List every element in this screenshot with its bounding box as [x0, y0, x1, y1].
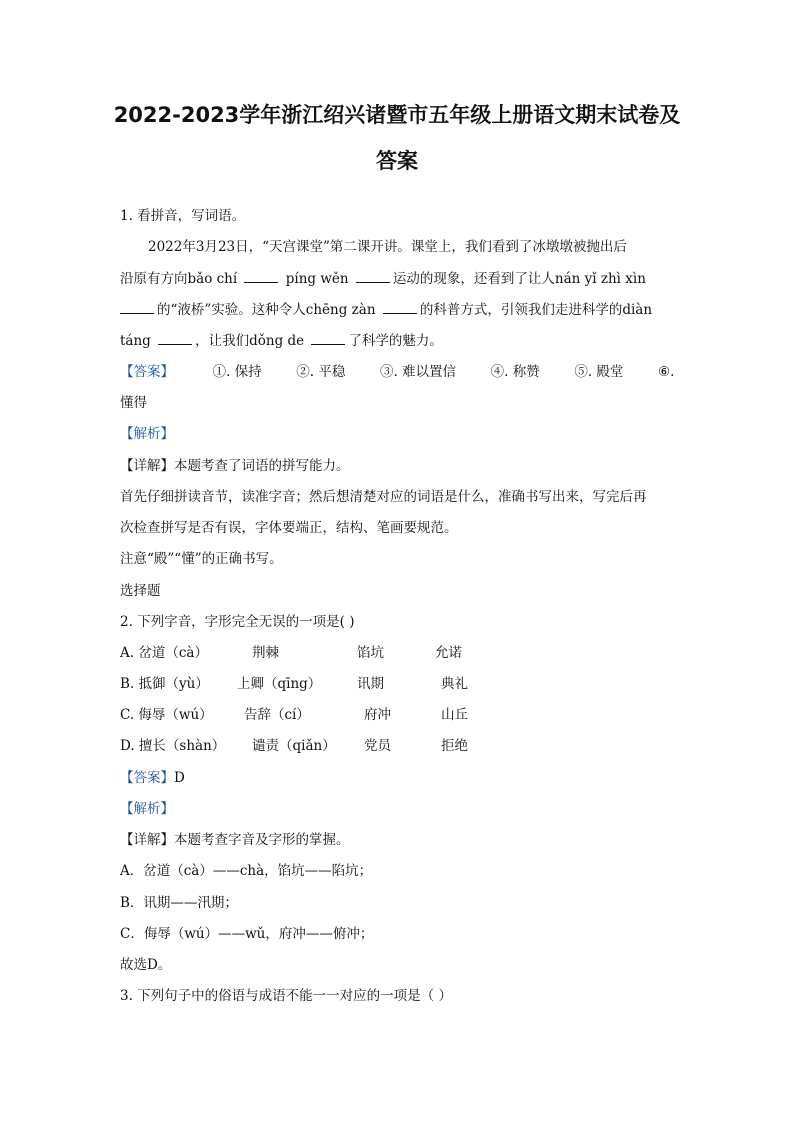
q1-detail-line-3: 注意“殿”“懂”的正确书写。 [120, 551, 283, 567]
blank-1[interactable] [244, 268, 278, 283]
q1-heading: 1. 看拼音，写词语。 [120, 208, 246, 224]
q1-paragraph-line-4 [120, 330, 443, 352]
blank-3[interactable] [120, 299, 154, 314]
q2-conclusion: 故选D。 [120, 957, 172, 973]
q2-option-c-word-4: 山丘 [441, 707, 468, 723]
q1-p2-text-a: 沿原有方向bǎo chí [120, 271, 238, 287]
q1-detail-line-1: 首先仔细拼读音节，读准字音；然后想清楚对应的词语是什么，准确书写出来，写完后再 [120, 489, 647, 505]
q1-paragraph-line-3 [120, 299, 652, 321]
q2-option-b-word-2: 上卿（qīng） [237, 676, 322, 692]
document-title [100, 92, 694, 184]
q1-answer-line [120, 361, 674, 383]
q1-detail: 【详解】本题考查了词语的拼写能力。 [120, 458, 350, 474]
title-line-1: 2022-2023学年浙江绍兴诸暨市五年级上册语文期末试卷及 [113, 103, 681, 127]
q2-option-a-word-4: 允诺 [435, 645, 462, 661]
blank-2[interactable] [356, 268, 390, 283]
q2-explanation-c: C．侮辱（wú）——wǔ，府冲——俯冲； [120, 926, 374, 942]
q1-p3-text-a: 的“液桥”实验。这种令人chēng zàn [157, 302, 376, 318]
q2-answer-line [120, 767, 185, 789]
q2-explanation-b: B．讯期——汛期； [120, 895, 238, 911]
q2-option-d-word-2: 谴责（qiǎn） [252, 738, 336, 754]
q2-option-c-word-2: 告辞（cí） [244, 707, 310, 723]
q2-option-b-word-3: 讯期 [357, 676, 384, 692]
title-line-2: 答案 [376, 149, 418, 173]
q2-answer-label: 【答案】 [120, 770, 174, 786]
q1-p4-text-c: 了科学的魅力。 [348, 333, 443, 349]
q2-option-c-label[interactable]: C. 侮辱（wú） [120, 707, 213, 723]
blank-6[interactable] [311, 330, 345, 345]
q2-option-d-label[interactable]: D. 擅长（shàn） [120, 738, 226, 754]
q2-detail: 【详解】本题考查字音及字形的掌握。 [120, 832, 350, 848]
answer-item-4: ④. 称赞 [490, 364, 540, 380]
q1-p2-text-b: píng wěn [285, 271, 349, 287]
q1-p2-text-c: 运动的现象，还看到了让人nán yǐ zhì xìn [392, 271, 646, 287]
q2-option-b-label[interactable]: B. 抵御（yù） [120, 676, 209, 692]
q2-stem: 2. 下列字音，字形完全无误的一项是( ) [120, 614, 355, 630]
q1-p4-text-a: táng [120, 333, 151, 349]
q2-option-a-word-2: 荆棘 [252, 645, 279, 661]
answer-item-3: ③. 难以置信 [379, 364, 457, 380]
q1-paragraph-line-2 [120, 268, 646, 290]
q2-option-d-word-3: 党员 [364, 738, 391, 754]
q2-option-a-label[interactable]: A. 岔道（cà） [120, 645, 208, 661]
q1-detail-line-2: 次检查拼写是否有误，字体要端正，结构、笔画要规范。 [120, 520, 458, 536]
q1-paragraph-line-1: 2022年3月23日，“天宫课堂”第二课开讲。课堂上，我们看到了冰墩墩被抛出后 [148, 239, 627, 255]
q2-option-d-word-4: 拒绝 [441, 738, 468, 754]
answer-item-6: ⑥. [658, 364, 675, 380]
answer-label: 【答案】 [120, 364, 174, 380]
q2-analysis-label: 【解析】 [120, 801, 174, 817]
answer-item-1: ①. 保持 [212, 364, 262, 380]
q2-answer-value: D [174, 770, 185, 786]
answer-item-2: ②. 平稳 [296, 364, 346, 380]
q2-option-b-word-4: 典礼 [441, 676, 468, 692]
section-heading: 选择题 [120, 583, 161, 599]
q2-option-c-word-3: 府冲 [364, 707, 391, 723]
q2-explanation-a: A．岔道（cà）——chà，馅坑——陷坑； [120, 863, 373, 879]
q3-stem: 3. 下列句子中的俗语与成语不能一一对应的一项是（ ） [120, 988, 452, 1004]
q1-p3-text-b: 的科普方式，引领我们走进科学的diàn [419, 302, 653, 318]
blank-4[interactable] [383, 299, 417, 314]
q1-answer-continued: 懂得 [120, 395, 147, 411]
q1-p4-text-b: ，让我们dǒng de [195, 333, 305, 349]
answer-item-5: ⑤. 殿堂 [574, 364, 624, 380]
q2-option-a-word-3: 馅坑 [357, 645, 384, 661]
q1-analysis-label: 【解析】 [120, 426, 174, 442]
blank-5[interactable] [158, 330, 192, 345]
